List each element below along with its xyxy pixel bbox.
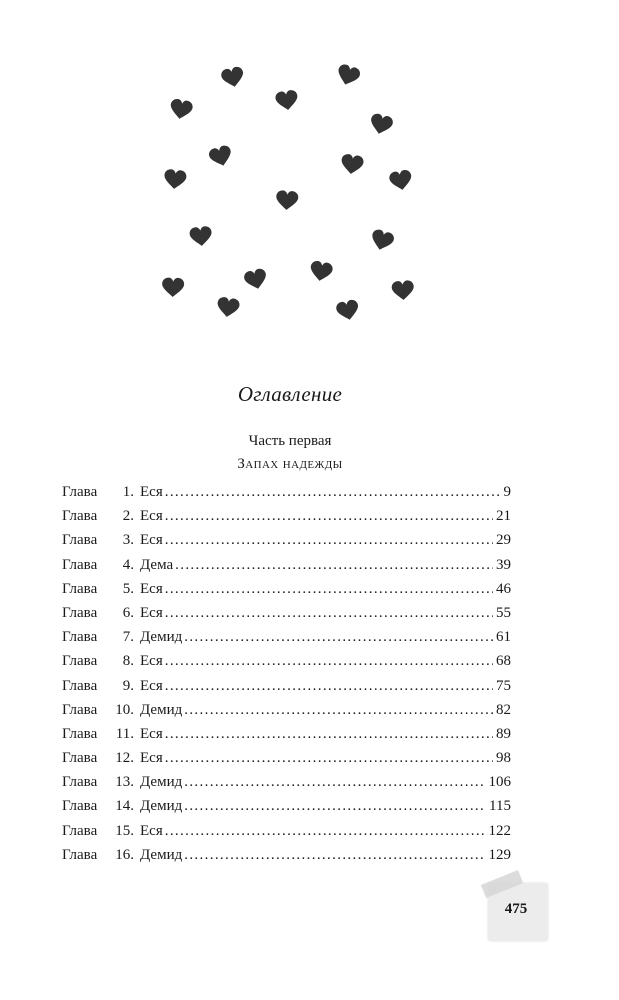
- dot-leader: [184, 770, 485, 794]
- chapter-word: Глава: [62, 556, 98, 573]
- heart-icon: [391, 280, 414, 301]
- heart-icon: [335, 63, 362, 88]
- toc-entry: [62, 577, 511, 601]
- chapter-number: 5.: [122, 580, 134, 597]
- toc-entry: [62, 649, 511, 673]
- heart-icon: [208, 144, 234, 169]
- chapter-page: 61: [496, 629, 511, 646]
- dot-leader: [165, 601, 493, 625]
- heart-icon: [163, 169, 187, 190]
- chapter-page: 115: [489, 798, 511, 815]
- chapter-page: 106: [488, 774, 511, 791]
- chapter-word: Глава: [62, 774, 98, 791]
- chapter-page: 21: [496, 508, 511, 525]
- chapter-word: Глава: [62, 508, 98, 525]
- chapter-word: Глава: [62, 629, 98, 646]
- chapter-word: Глава: [62, 750, 98, 767]
- chapter-page: 39: [496, 556, 511, 573]
- chapter-number: 1.: [122, 484, 134, 500]
- chapter-number: 3.: [122, 532, 134, 549]
- chapter-number: 7.: [122, 629, 134, 646]
- chapter-page: 46: [496, 580, 511, 597]
- chapter-number: 12.: [115, 750, 134, 767]
- chapter-word: Глава: [62, 701, 98, 718]
- chapter-name: Демид: [140, 798, 183, 815]
- heart-icon: [368, 112, 394, 136]
- page-title: Оглавление: [237, 382, 343, 406]
- toc-entry: [62, 625, 511, 649]
- heart-icon: [162, 277, 185, 297]
- dot-leader: [184, 794, 486, 818]
- dot-leader: [165, 722, 493, 746]
- dot-leader: [165, 504, 493, 528]
- chapter-page: 68: [496, 653, 511, 670]
- dot-leader: [184, 625, 493, 649]
- dot-leader: [175, 553, 493, 577]
- dot-leader: [184, 843, 485, 867]
- dot-leader: [165, 528, 493, 552]
- toc-entry: [62, 794, 511, 818]
- toc-entry: [62, 698, 511, 722]
- part-subtitle: Запах надежды: [237, 456, 343, 472]
- heart-icon: [388, 169, 413, 192]
- dot-leader: [165, 746, 493, 770]
- chapter-name: Дема: [140, 556, 174, 573]
- chapter-page: 89: [496, 725, 511, 742]
- heart-icon: [309, 260, 334, 283]
- heart-icon: [275, 190, 298, 211]
- chapter-name: Демид: [140, 629, 183, 646]
- toc-entry: [62, 528, 511, 552]
- dot-leader: [184, 698, 493, 722]
- toc-entry: [62, 674, 511, 698]
- chapter-page: 9: [503, 484, 511, 500]
- dot-leader: [165, 577, 493, 601]
- chapter-number: 16.: [115, 846, 134, 863]
- dot-leader: [165, 674, 493, 698]
- chapter-name: Еся: [140, 580, 163, 597]
- chapter-number: 4.: [122, 556, 134, 573]
- chapter-word: Глава: [62, 725, 98, 742]
- chapter-name: Еся: [140, 677, 163, 694]
- chapter-number: 15.: [115, 822, 134, 839]
- toc-entry: [62, 819, 511, 843]
- chapter-number: 2.: [122, 508, 134, 525]
- chapter-number: 6.: [122, 604, 134, 621]
- chapter-number: 13.: [115, 774, 134, 791]
- chapter-name: Еся: [140, 750, 163, 767]
- chapter-page: 75: [496, 677, 511, 694]
- toc-entry: [62, 843, 511, 867]
- chapter-page: 98: [496, 750, 511, 767]
- chapter-name: Демид: [140, 701, 183, 718]
- chapter-word: Глава: [62, 846, 98, 863]
- chapter-name: Еся: [140, 725, 163, 742]
- chapter-page: 82: [496, 701, 511, 718]
- part-label: Часть первая: [248, 433, 332, 449]
- heart-icon: [275, 89, 299, 111]
- toc-entry: [62, 722, 511, 746]
- heart-icon: [220, 66, 246, 89]
- toc-entry: [62, 601, 511, 625]
- page-number: 475: [504, 901, 528, 917]
- chapter-number: 14.: [115, 798, 134, 815]
- toc-entry: [62, 504, 511, 528]
- chapter-page: 122: [488, 822, 511, 839]
- chapter-word: Глава: [62, 677, 98, 694]
- heart-icon: [369, 228, 395, 253]
- chapter-word: Глава: [62, 653, 98, 670]
- tape-decoration: [481, 870, 523, 898]
- dot-leader: [165, 480, 501, 504]
- toc-entry: [62, 770, 511, 794]
- chapter-number: 10.: [115, 701, 134, 718]
- page-number-badge: [488, 883, 548, 941]
- chapter-name: Демид: [140, 846, 183, 863]
- chapter-name: Еся: [140, 532, 163, 549]
- heart-icon: [335, 299, 361, 322]
- toc-entry: [62, 553, 511, 577]
- toc-entry: [62, 746, 511, 770]
- chapter-name: Еся: [140, 484, 163, 500]
- chapter-word: Глава: [62, 604, 98, 621]
- chapter-word: Глава: [62, 822, 98, 839]
- chapter-name: Еся: [140, 653, 163, 670]
- chapter-number: 9.: [122, 677, 134, 694]
- chapter-page: 29: [496, 532, 511, 549]
- heart-icon: [169, 98, 194, 121]
- dot-leader: [165, 649, 493, 673]
- dot-leader: [165, 819, 486, 843]
- heart-icon: [216, 296, 240, 318]
- chapter-page: 55: [496, 604, 511, 621]
- heart-icon: [243, 267, 269, 291]
- chapter-name: Демид: [140, 774, 183, 791]
- table-of-contents: [62, 480, 511, 867]
- chapter-word: Глава: [62, 798, 98, 815]
- chapter-word: Глава: [62, 580, 98, 597]
- toc-entry: [62, 480, 511, 504]
- chapter-name: Еся: [140, 508, 163, 525]
- chapter-name: Еся: [140, 604, 163, 621]
- chapter-word: Глава: [62, 532, 98, 549]
- heart-icon: [189, 226, 213, 247]
- hearts-decoration: [0, 0, 619, 340]
- chapter-page: 129: [488, 846, 511, 863]
- chapter-word: Глава: [62, 484, 98, 500]
- chapter-name: Еся: [140, 822, 163, 839]
- chapter-number: 8.: [122, 653, 134, 670]
- chapter-number: 11.: [115, 725, 134, 742]
- heart-icon: [340, 153, 364, 175]
